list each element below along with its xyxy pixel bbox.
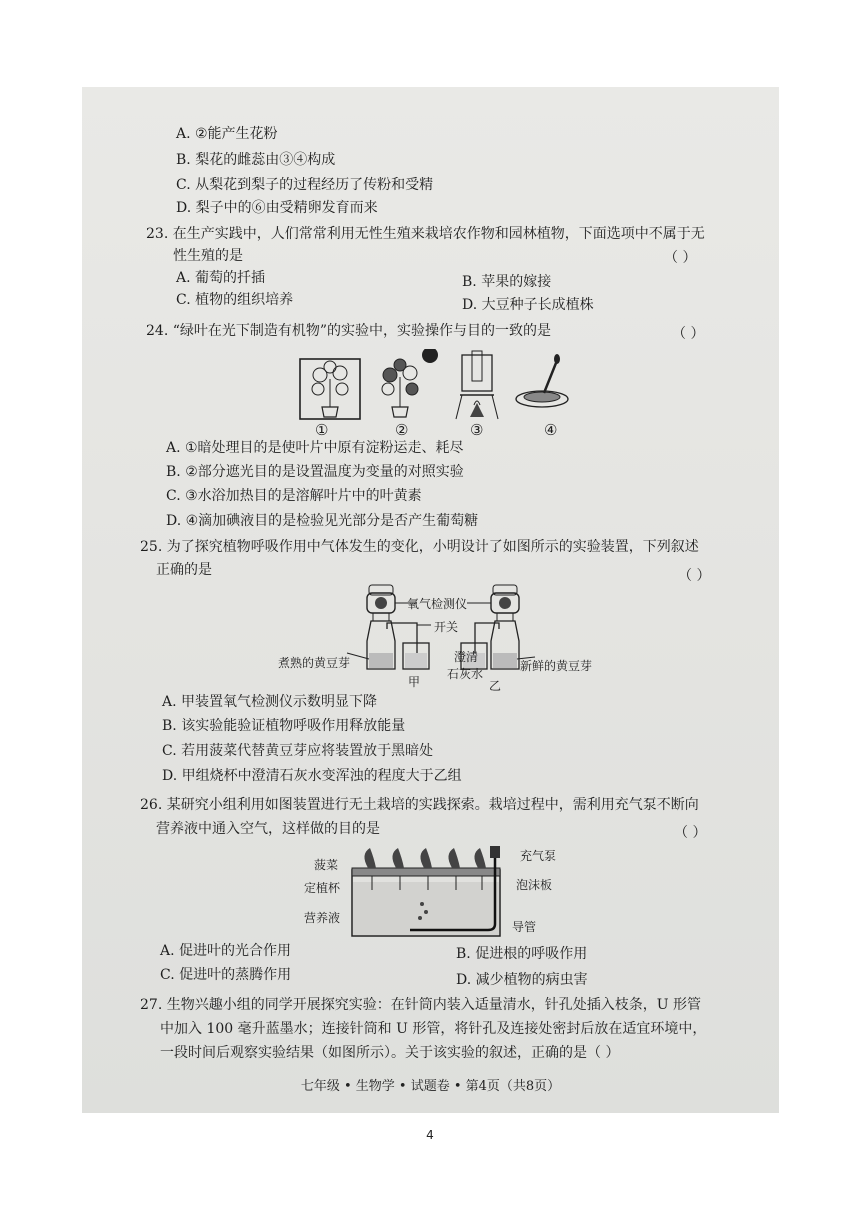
air-pump-icon: [490, 846, 500, 858]
q27-stem-line2: 中加入 100 毫升蓝墨水；连接针筒和 U 形管，将针孔及连接处密封后放在适宜环境中，: [160, 1021, 707, 1037]
page-footer: 七年级 • 生物学 • 试题卷 • 第4页（共8页）: [300, 1079, 561, 1094]
q25-stem-line1: 25. 为了探究植物呼吸作用中气体发生的变化，小明设计了如图所示的实验装置，下列叙述: [140, 539, 699, 555]
q26-option-c: C. 促进叶的蒸腾作用: [160, 967, 292, 983]
q24-figure: [292, 349, 582, 439]
q24-stem: 24. “绿叶在光下制造有机物”的实验中，实验操作与目的一致的是: [146, 323, 552, 339]
q26-label-tube: 导管: [512, 920, 537, 934]
q25-option-b: B. 该实验能验证植物呼吸作用释放能量: [162, 718, 406, 734]
q24-fig-label-2: ②: [395, 421, 409, 439]
scanned-exam-page: [82, 87, 779, 1113]
q23-option-a: A. 葡萄的扦插: [176, 270, 266, 286]
q26-answer-blank: （ ）: [674, 825, 707, 841]
q25-label-limewater-1: 澄清: [454, 650, 479, 664]
q24-option-a: A. ①暗处理目的是使叶片中原有淀粉运走、耗尽: [166, 440, 464, 456]
q27-stem-line1: 27. 生物兴趣小组的同学开展探究实验：在针筒内装入适量清水，针孔处插入枝条，U 形管: [140, 997, 701, 1013]
q25-option-c: C. 若用菠菜代替黄豆芽应将装置放于黑暗处: [162, 743, 434, 759]
q22-option-b: B. 梨花的雌蕊由③④构成: [176, 152, 336, 168]
water-bath-icon: [456, 351, 498, 419]
q24-fig-label-1: ①: [315, 421, 329, 439]
q26-label-foam: 泡沫板: [516, 878, 553, 892]
sunlight-plant-icon: [382, 349, 438, 417]
q23-option-c: C. 植物的组织培养: [176, 292, 294, 308]
oxygen-meter-left-icon: [367, 585, 395, 669]
q26-option-b: B. 促进根的呼吸作用: [456, 946, 588, 962]
q26-stem-line2: 营养液中通入空气，这样做的目的是: [156, 821, 380, 837]
q26-label-nutrient: 营养液: [304, 911, 341, 925]
dark-box-plant-icon: [300, 359, 360, 419]
iodine-dropper-icon: [516, 354, 568, 407]
q25-option-a: A. 甲装置氧气检测仪示数明显下降: [162, 694, 378, 710]
q26-hydroponics-figure: [350, 844, 520, 940]
q24-option-d: D. ④滴加碘液目的是检验见光部分是否产生葡萄糖: [166, 513, 479, 529]
q25-label-fresh-sprouts: 新鲜的黄豆芽: [520, 659, 593, 673]
q24-option-c: C. ③水浴加热目的是溶解叶片中的叶黄素: [166, 488, 422, 504]
q25-stem-line2: 正确的是: [156, 562, 212, 578]
q26-stem-line1: 26. 某研究小组利用如图装置进行无土栽培的实践探索。栽培过程中，需利用充气泵不断向: [140, 797, 699, 813]
q25-answer-blank: （ ）: [678, 568, 711, 584]
q26-label-cup: 定植杯: [304, 881, 341, 895]
q22-option-c: C. 从梨花到梨子的过程经历了传粉和受精: [176, 177, 434, 193]
q25-label-boiled-sprouts: 煮熟的黄豆芽: [278, 656, 351, 670]
q23-option-b: B. 苹果的嫁接: [462, 274, 552, 290]
q26-option-d: D. 减少植物的病虫害: [456, 972, 588, 988]
q25-option-d: D. 甲组烧杯中澄清石灰水变浑浊的程度大于乙组: [162, 768, 462, 784]
q23-stem-line2: 性生殖的是: [173, 248, 243, 264]
q24-fig-label-3: ③: [470, 421, 484, 439]
q25-label-switch: 开关: [434, 620, 459, 634]
q25-label-jia: 甲: [408, 675, 421, 689]
q26-label-pump: 充气泵: [520, 849, 557, 863]
q25-label-oxygen-meter: 氧气检测仪: [407, 597, 468, 611]
q26-option-a: A. 促进叶的光合作用: [160, 943, 292, 959]
q25-label-limewater-2: 石灰水: [447, 667, 484, 681]
q23-stem-line1: 23. 在生产实践中，人们常常利用无性生殖来栽培农作物和园林植物，下面选项中不属于无: [146, 226, 705, 242]
q22-option-d: D. 梨子中的⑥由受精卵发育而来: [176, 200, 378, 216]
q25-label-yi: 乙: [489, 679, 502, 693]
foam-board: [352, 868, 500, 876]
q24-fig-label-4: ④: [544, 421, 558, 439]
q23-option-d: D. 大豆种子长成植株: [462, 297, 594, 313]
oxygen-meter-right-icon: [491, 585, 519, 669]
q27-stem-line3: 一段时间后观察实验结果（如图所示）。关于该实验的叙述，正确的是（ ）: [160, 1045, 620, 1061]
q26-label-spinach: 菠菜: [314, 858, 339, 872]
q22-option-a: A. ②能产生花粉: [176, 126, 278, 142]
q24-option-b: B. ②部分遮光目的是设置温度为变量的对照实验: [166, 464, 464, 480]
page-number: 4: [426, 1128, 434, 1142]
q23-answer-blank: （ ）: [664, 250, 697, 266]
q24-answer-blank: （ ）: [672, 326, 705, 342]
